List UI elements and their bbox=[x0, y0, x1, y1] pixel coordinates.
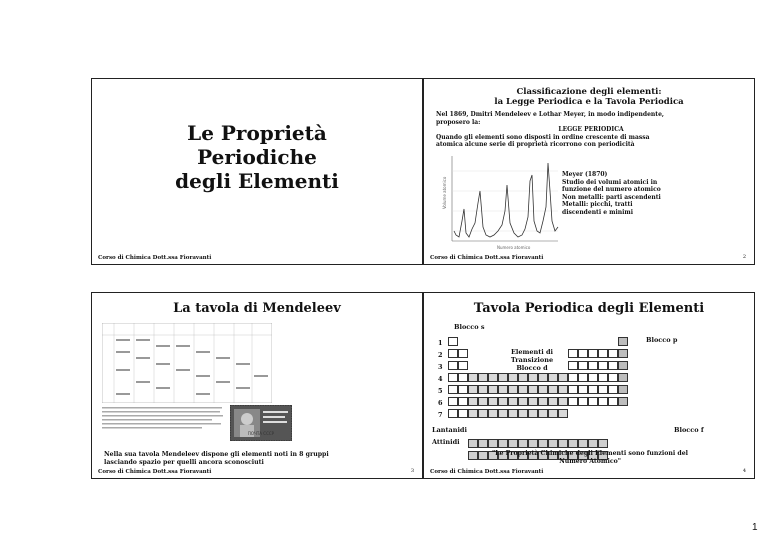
svg-text:Numero atomico: Numero atomico bbox=[497, 245, 531, 250]
table-cell bbox=[558, 397, 568, 406]
table-cell bbox=[578, 361, 588, 370]
table-cell bbox=[618, 373, 628, 382]
slide-3-caption bbox=[104, 451, 414, 466]
table-cell bbox=[568, 397, 578, 406]
table-cell bbox=[518, 373, 528, 382]
table-cell bbox=[548, 409, 558, 418]
table-cell bbox=[588, 385, 598, 394]
table-cell bbox=[608, 397, 618, 406]
table-cell bbox=[468, 385, 478, 394]
slide-1-title bbox=[92, 121, 422, 193]
table-cell bbox=[598, 439, 608, 448]
slide-4-footer: Corso di Chimica Dott.ssa Fioravanti bbox=[430, 469, 544, 475]
table-cell bbox=[458, 385, 468, 394]
table-cell bbox=[538, 385, 548, 394]
meyer-line-1: Meyer (1870) bbox=[562, 171, 608, 178]
document-page-number: 1 bbox=[752, 522, 758, 533]
quote-line-1: "Le Proprietà Chimiche degli Elementi sono funzioni del bbox=[491, 450, 689, 457]
table-cell bbox=[538, 439, 548, 448]
table-cell bbox=[548, 373, 558, 382]
law-line-2: atomica alcune serie di proprietà ricorrono con periodicità bbox=[436, 141, 635, 148]
table-cell bbox=[558, 439, 568, 448]
block-d-line-1: Elementi di Transizione bbox=[510, 348, 554, 364]
slide-1-footer: Corso di Chimica Dott.ssa Fioravanti bbox=[98, 255, 212, 261]
svg-text:Volume atomico: Volume atomico bbox=[442, 176, 447, 209]
table-cell bbox=[478, 385, 488, 394]
period-4: 4 bbox=[438, 375, 443, 383]
table-cell bbox=[498, 373, 508, 382]
attinidi-label: Attinidi bbox=[432, 438, 460, 446]
slide-4 bbox=[423, 292, 755, 479]
table-cell bbox=[478, 397, 488, 406]
table-cell bbox=[448, 397, 458, 406]
table-cell bbox=[478, 439, 488, 448]
table-cell bbox=[598, 373, 608, 382]
table-cell bbox=[468, 373, 478, 382]
table-cell bbox=[478, 373, 488, 382]
table-cell bbox=[568, 361, 578, 370]
table-cell bbox=[458, 361, 468, 370]
table-cell bbox=[588, 349, 598, 358]
table-cell bbox=[458, 373, 468, 382]
table-cell bbox=[608, 373, 618, 382]
table-cell bbox=[458, 397, 468, 406]
block-s-label: Blocco s bbox=[454, 323, 485, 331]
table-cell bbox=[538, 397, 548, 406]
table-cell bbox=[448, 385, 458, 394]
table-cell bbox=[518, 385, 528, 394]
table-cell bbox=[508, 409, 518, 418]
table-cell bbox=[588, 397, 598, 406]
table-cell bbox=[528, 385, 538, 394]
slide-3 bbox=[91, 292, 423, 479]
table-cell bbox=[618, 361, 628, 370]
table-cell bbox=[488, 373, 498, 382]
table-cell bbox=[528, 373, 538, 382]
meyer-notes bbox=[562, 171, 682, 216]
table-cell bbox=[488, 439, 498, 448]
slide-2-title-line-2: la Legge Periodica e la Tavola Periodica bbox=[494, 97, 684, 107]
table-cell bbox=[588, 439, 598, 448]
table-cell bbox=[458, 349, 468, 358]
table-cell bbox=[578, 373, 588, 382]
title-line-2: Periodiche bbox=[197, 145, 317, 169]
table-cell bbox=[608, 385, 618, 394]
table-cell bbox=[498, 439, 508, 448]
period-3: 3 bbox=[438, 363, 443, 371]
slide-2 bbox=[423, 78, 755, 265]
table-cell bbox=[578, 397, 588, 406]
table-cell bbox=[508, 373, 518, 382]
table-cell bbox=[578, 439, 588, 448]
slide-2-intro bbox=[436, 111, 746, 149]
table-cell bbox=[518, 439, 528, 448]
table-cell bbox=[468, 409, 478, 418]
table-cell bbox=[488, 409, 498, 418]
table-cell bbox=[548, 439, 558, 448]
table-cell bbox=[528, 397, 538, 406]
table-cell bbox=[518, 397, 528, 406]
table-cell bbox=[478, 409, 488, 418]
table-cell bbox=[608, 349, 618, 358]
table-cell bbox=[488, 397, 498, 406]
slide-1 bbox=[91, 78, 423, 265]
table-cell bbox=[578, 349, 588, 358]
table-cell bbox=[598, 349, 608, 358]
table-cell bbox=[618, 385, 628, 394]
table-cell bbox=[558, 409, 568, 418]
table-cell bbox=[458, 409, 468, 418]
meyer-line-6: discendenti e minimi bbox=[562, 208, 634, 216]
table-cell bbox=[598, 361, 608, 370]
table-cell bbox=[618, 349, 628, 358]
caption-line-1: Nella sua tavola Mendeleev dispone gli elementi noti in 8 gruppi bbox=[104, 451, 329, 458]
table-cell bbox=[468, 439, 478, 448]
title-line-3: degli Elementi bbox=[175, 169, 339, 193]
table-cell bbox=[488, 385, 498, 394]
table-cell bbox=[548, 397, 558, 406]
slide-2-page: 2 bbox=[742, 254, 746, 260]
table-cell bbox=[508, 397, 518, 406]
mendeleev-table-image bbox=[102, 323, 272, 403]
period-5: 5 bbox=[438, 387, 443, 395]
mendeleev-description-text-image bbox=[102, 405, 227, 433]
table-cell bbox=[568, 385, 578, 394]
stamp-text: ПОЧТА СССР bbox=[247, 431, 275, 436]
meyer-line-4: Non metalli: parti ascendenti bbox=[562, 193, 661, 201]
table-cell bbox=[448, 349, 458, 358]
slide-3-page: 3 bbox=[410, 468, 414, 474]
table-cell bbox=[538, 373, 548, 382]
table-cell bbox=[558, 385, 568, 394]
table-cell bbox=[498, 397, 508, 406]
table-cell bbox=[508, 439, 518, 448]
slide-2-footer: Corso di Chimica Dott.ssa Fioravanti bbox=[430, 255, 544, 261]
block-p-label: Blocco p bbox=[646, 336, 678, 344]
block-f-label: Blocco f bbox=[674, 426, 704, 434]
table-cell bbox=[568, 439, 578, 448]
table-cell bbox=[538, 409, 548, 418]
period-2: 2 bbox=[438, 351, 443, 359]
table-cell bbox=[578, 385, 588, 394]
table-cell bbox=[448, 373, 458, 382]
table-cell bbox=[448, 361, 458, 370]
table-cell bbox=[468, 397, 478, 406]
table-cell bbox=[548, 385, 558, 394]
law-line-1: Quando gli elementi sono disposti in ordine crescente di massa bbox=[436, 133, 650, 141]
table-cell bbox=[588, 373, 598, 382]
table-cell bbox=[568, 373, 578, 382]
table-cell bbox=[618, 337, 628, 346]
title-line-1: Le Proprietà bbox=[187, 121, 327, 145]
law-title: LEGGE PERIODICA bbox=[558, 126, 624, 133]
table-cell bbox=[528, 439, 538, 448]
meyer-atomic-volume-plot bbox=[442, 151, 560, 251]
table-cell bbox=[528, 409, 538, 418]
meyer-line-2: Studio dei volumi atomici in bbox=[562, 178, 658, 186]
table-cell bbox=[448, 409, 458, 418]
lantanidi-label: Lantanidi bbox=[432, 426, 467, 434]
table-cell bbox=[498, 409, 508, 418]
table-cell bbox=[448, 337, 458, 346]
slide-2-title-line-1: Classificazione degli elementi: bbox=[516, 87, 662, 97]
meyer-line-5: Metalli: picchi, tratti bbox=[562, 201, 633, 208]
table-cell bbox=[608, 361, 618, 370]
slide-3-footer: Corso di Chimica Dott.ssa Fioravanti bbox=[98, 469, 212, 475]
period-1: 1 bbox=[438, 339, 443, 347]
table-cell bbox=[588, 361, 598, 370]
meyer-line-3: funzione del numero atomico bbox=[562, 186, 661, 193]
slide-4-title: Tavola Periodica degli Elementi bbox=[473, 301, 705, 316]
table-cell bbox=[598, 397, 608, 406]
quote-line-2: Numero Atomico" bbox=[559, 457, 621, 465]
slide-2-title bbox=[424, 87, 754, 107]
period-6: 6 bbox=[438, 399, 443, 407]
table-cell bbox=[568, 349, 578, 358]
intro-line-1: Nel 1869, Dmitri Mendeleev e Lothar Meyer, in modo indipendente, bbox=[436, 111, 664, 118]
slide-4-page: 4 bbox=[742, 468, 746, 474]
table-cell bbox=[498, 385, 508, 394]
slide-4-quote bbox=[434, 450, 746, 465]
intro-line-2: proposero la: bbox=[436, 118, 481, 126]
table-cell bbox=[518, 409, 528, 418]
caption-line-2: lasciando spazio per quelli ancora sconosciuti bbox=[104, 458, 264, 466]
table-cell bbox=[558, 373, 568, 382]
table-cell bbox=[618, 397, 628, 406]
period-7: 7 bbox=[438, 411, 443, 419]
slide-3-title: La tavola di Mendeleev bbox=[173, 301, 341, 316]
table-cell bbox=[598, 385, 608, 394]
table-cell bbox=[508, 385, 518, 394]
block-d-line-2: Blocco d bbox=[516, 364, 548, 372]
